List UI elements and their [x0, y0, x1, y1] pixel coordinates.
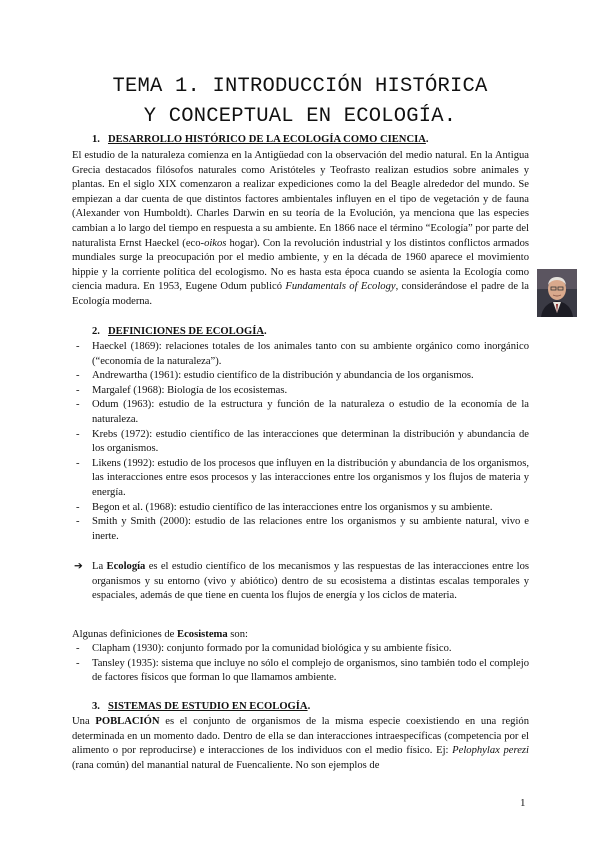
definition-item: - Andrewartha (1961): estudio científico de la distribución y abundancia de los organismos.	[92, 369, 529, 384]
s1-oikos: oikos	[204, 237, 227, 249]
portrait-photo	[537, 269, 577, 317]
s1-book-title: Fundamentals of Ecology	[285, 281, 396, 293]
arrow-icon: ➔	[74, 561, 83, 572]
section-1-number: 1.	[92, 134, 100, 145]
section-2-title: DEFINICIONES DE ECOLOGÍA	[108, 326, 264, 337]
section-3-heading	[92, 701, 310, 712]
s1-text-b: hogar). Con la revolución industrial y los distintos conflictos armados mundiales surge la preocupación por el medio ambiente, y en la década de 1960 aparece el movimiento hippie y la corriente política del ecologismo. No es hasta esta época cuando se asienta la Ecología como ciencia madura. En 1953, Eugene Odum publicó	[72, 237, 529, 293]
section-3-number: 3.	[92, 701, 100, 712]
ecosystem-list	[92, 642, 529, 686]
definitions-list	[92, 340, 529, 544]
s3-text-a: Una	[72, 716, 96, 727]
definition-item: - Krebs (1972): estudio científico de las interacciones que determinan la distribución y abundancia de los organismos.	[92, 428, 529, 457]
section-3-title-end: .	[307, 701, 311, 712]
s1-text-c: , considerándose el padre de la Ecología moderna.	[72, 281, 529, 307]
definition-item: - Likens (1992): estudio de los procesos que influyen en la distribución y abundancia de los organismos, las interacciones entre esos procesos y las interacciones entre los organismos y los flujos de materia y energía.	[92, 457, 529, 501]
page-number: 1	[520, 797, 526, 809]
eco-intro-bold: Ecosistema	[177, 629, 228, 640]
s3-text-c: (rana común) del manantial natural de Fuencaliente. No son ejemplos de	[72, 759, 380, 771]
definition-item: - Haeckel (1869): relaciones totales de los animales tanto con su ambiente orgánico como inorgánico (“economía de la naturaleza”).	[92, 340, 529, 369]
title-line-1: TEMA 1. INTRODUCCIÓN HISTÓRICA	[112, 75, 488, 98]
arrow-bold-term: Ecología	[106, 561, 146, 572]
eco-intro-a: Algunas definiciones de	[72, 629, 178, 640]
section-1-heading	[92, 134, 429, 145]
section-2-title-end: .	[264, 326, 267, 337]
section-3-paragraph	[72, 715, 529, 773]
section-2-heading	[92, 326, 267, 337]
arrow-text-b: es el estudio científico de los mecanismos y las respuestas de las interacciones entre los organismos y su entorno (vivo y abiótico) dentro de su ecosistema a distintas escalas temporales y espaciales, además de que tiene en cuenta los flujos de energía y los ciclos de materia.	[92, 561, 529, 602]
title-line-2: Y CONCEPTUAL EN ECOLOGÍA.	[143, 105, 457, 128]
eco-intro-b: son:	[227, 629, 248, 640]
s1-text-a: El estudio de la naturaleza comienza en la Antigüedad con la observación del medio natural. En la Antigua Grecia destacados filósofos naturales como Aristóteles y Teofrasto realizan estudios sobre animales y plantas. En el siglo XIX comenzaron a realizar expediciones como la del Beagle alrededor del mundo. Se empiezan a dar cuenta de que distintos factores ambientales influyen en el tipo de vegetación y de fauna (Alexander von Humboldt). Charles Darwin en su teoría de la Evolución, ya menciona que las especies cambian a lo largo del tiempo en respuesta a su ambiente. En 1866 nace el término “Ecología” por parte del naturalista Ernst Haeckel (eco-	[72, 150, 529, 249]
section-1-title-end: .	[425, 134, 429, 145]
arrow-text-a: La	[92, 561, 107, 572]
definition-item: - Smith y Smith (2000): estudio de las relaciones entre los organismos y su ambiente natural, vivo e inerte.	[92, 515, 529, 544]
definition-item: - Begon et al. (1968): estudio científico de las interacciones entre los organismos y su ambiente.	[92, 501, 529, 516]
section-1-paragraph	[72, 149, 529, 310]
s3-text-b: es el conjunto de organismos de la misma especie coexistiendo en una región determinada en un momento dado. Dentro de ella se dan interacciones intraespecíficas (competencia por el alimento o por reproducirse) e interacciones de los individuos con el medio físico. Ej:	[72, 716, 529, 757]
ecosystem-item: - Tansley (1935): sistema que incluye no sólo el complejo de organismos, sino también todo el complejo de factores físicos que forman lo que llamamos ambiente.	[92, 657, 529, 686]
ecology-definition	[74, 560, 529, 604]
section-3-title: SISTEMAS DE ESTUDIO EN ECOLOGÍA	[108, 701, 308, 712]
section-2-number: 2.	[92, 326, 100, 337]
ecosystem-intro	[72, 628, 529, 643]
ecosystem-item: - Clapham (1930): conjunto formado por la comunidad biológica y su ambiente físico.	[92, 642, 529, 657]
definition-item: - Margalef (1968): Biología de los ecosistemas.	[92, 384, 529, 399]
s3-species: Pelophylax perezi	[452, 745, 530, 757]
s3-bold-term: POBLACIÓN	[95, 716, 160, 727]
section-1-title: DESARROLLO HISTÓRICO DE LA ECOLOGÍA COMO CIENCIA	[108, 134, 426, 145]
definition-item: - Odum (1963): estudio de la estructura y función de la naturaleza o estudio de la economía de la naturaleza.	[92, 398, 529, 427]
